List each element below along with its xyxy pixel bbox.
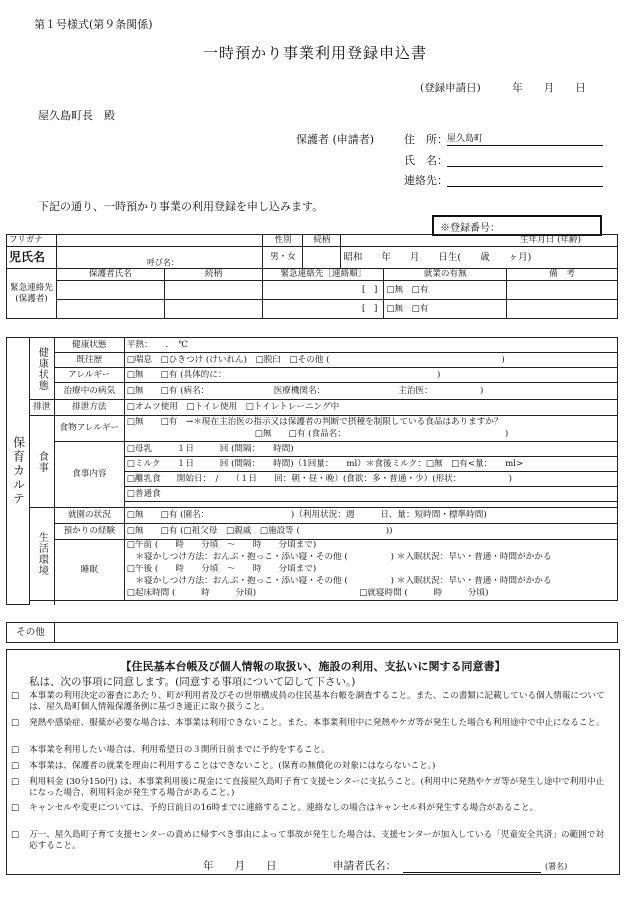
sign-note: (署名) (545, 862, 568, 871)
emergency-col-work: 就業の有無 (384, 269, 507, 281)
birth-field[interactable]: 昭和 年 月 日生( 歳 ヶ月) (341, 247, 618, 269)
consent-section (6, 649, 620, 875)
emergency-2-work[interactable]: □無 □有 (384, 300, 507, 319)
consent-checkbox-7[interactable]: □ (11, 830, 20, 840)
other-field[interactable] (54, 623, 617, 643)
child-name-field[interactable] (56, 247, 263, 269)
nursery-label: 就園の状況 (54, 508, 124, 524)
karte-label: 保育カルテ (7, 338, 30, 605)
consent-checkbox-4[interactable]: □ (11, 761, 20, 771)
food-allergy-line2[interactable]: □無 □有 (食品名： ) (124, 429, 617, 442)
emergency-2-order: [ ] (362, 303, 378, 314)
furigana-field[interactable] (56, 235, 263, 247)
emergency-2-name[interactable] (56, 300, 164, 319)
emergency-col-name: 保護者氏名 (56, 269, 164, 281)
relation-field[interactable] (303, 247, 341, 269)
emergency-2-contact[interactable] (263, 300, 384, 319)
application-date-line: (登録申請日) 年 月 日 (420, 82, 586, 94)
relation-label: 続柄 (303, 235, 341, 247)
emergency-1-contact[interactable] (263, 281, 384, 300)
registration-number-label: ※登録番号： (440, 223, 500, 234)
sleep-line-1[interactable]: □午前 ( 時 分頃 ～ 時 分頃まで) (124, 540, 617, 552)
life-group-label: 生活環境 (29, 508, 54, 601)
meal-group-label: 食事 (29, 416, 54, 508)
contact-label: 連絡先： (404, 174, 448, 187)
history-label: 既往歴 (54, 353, 124, 368)
child-name-label: 児氏名 (7, 247, 57, 269)
allergy-field[interactable]: □無 □有 (具体的に： ) (124, 368, 617, 383)
sleep-line-5[interactable]: □起床時間 ( 時 分頃) □就寝時間 ( 時 分頃) (124, 588, 617, 601)
food-allergy-line1[interactable]: □無 □有 →＊現在主治医の指示又は保護者の判断で摂種を制限している食品はありますか？ (124, 416, 617, 429)
sleep-line-4[interactable]: ＊寝かしつけ方法：おんぶ・抱っこ・添い寝・その他 ( ) ＊入眠状況：早い・普通・時間がかかる (124, 576, 617, 588)
sleep-label: 睡眠 (54, 540, 124, 601)
consent-checkbox-5[interactable]: □ (11, 777, 20, 787)
karte-table (6, 337, 618, 605)
formula-row[interactable] (124, 457, 617, 472)
treatment-label: 治療中の病気 (54, 383, 124, 400)
birth-label: 生年月日 (年齢) (341, 235, 618, 247)
guardian-label: 保護者 (申請者) (296, 133, 375, 146)
other-table (6, 622, 618, 643)
care-experience-label: 預かりの経験 (54, 524, 124, 540)
consent-agree-line: 私は、次の事項に同意します。(同意する事項について☑して下さい。) (29, 676, 356, 688)
emergency-row-label: 緊急連絡先(保護者) (7, 269, 57, 319)
consent-item-6-text: キャンセルや変更については、予約日前日の16時までに連絡すること。連絡なしの場合はキャンセル料が発生する場合があること。 (29, 803, 539, 813)
consent-item-2-text: 発熱や感染症、服薬が必要な場合は、本事業は利用できないこと。また、本事業利用中に発熱やケガ等が発生した場合も利用途中で中止になること。 (29, 718, 605, 728)
furigana-label: フリガナ (7, 235, 57, 247)
gender-options[interactable]: 男・女 (263, 247, 303, 269)
consent-checkbox-1[interactable]: □ (11, 691, 20, 701)
address-value: 屋久島町 (447, 134, 484, 144)
emergency-col-notes: 備 考 (507, 269, 618, 281)
food-allergy-label: 食物アレルギー (54, 416, 124, 442)
health-condition-label: 健康状態 (54, 338, 124, 353)
child-info-table (6, 234, 618, 319)
emergency-1-name[interactable] (56, 281, 164, 300)
history-field[interactable]: □喘息 □ひきつけ (けいれん) □脱臼 □その他 ( ) (124, 353, 617, 368)
consent-title: 【住民基本台帳及び個人情報の取扱い、施設の利用、支払いに関する同意書】 (120, 660, 506, 673)
consent-checkbox-3[interactable]: □ (11, 745, 20, 755)
nickname-label: 呼び名： (146, 258, 179, 267)
request-text: 下記の通り、一時預かり事業の利用登録を申し込みます。 (38, 200, 324, 213)
emergency-1-relation[interactable] (164, 281, 263, 300)
emergency-1-order: [ ] (362, 284, 378, 295)
consent-item-1-text: 本事業の利用決定の審査にあたり、町が利用者及びその世帯構成員の住民基本台帳を調査すること。また、この書類に記載している個人情報については、屋久島町個人情報保護条例に基づき適正に取り扱うこと。 (29, 691, 605, 712)
health-condition-field[interactable]: 平熱： ． ℃ (124, 338, 617, 353)
emergency-2-notes[interactable] (507, 300, 618, 319)
emergency-1-work[interactable]: □無 □有 (384, 281, 507, 300)
care-experience-field[interactable]: □無 □有 (□祖父母 □親戚 □施設等 ( )) (124, 524, 617, 540)
health-group-label: 健康状態 (29, 338, 54, 400)
consent-item-3-text: 本事業を利用したい場合は、利用希望日の３開所日前までに予約をすること。 (29, 745, 330, 755)
address-field[interactable] (447, 131, 603, 146)
breastmilk-row[interactable] (124, 442, 617, 457)
sign-date: 年 月 日 (203, 860, 277, 872)
emergency-1-notes[interactable] (507, 281, 618, 300)
form-number: 第１号様式(第９条関係) (34, 18, 153, 31)
formula-option[interactable]: □ミルク (126, 458, 161, 469)
consent-checkbox-6[interactable]: □ (11, 803, 20, 813)
other-label: その他 (7, 623, 55, 643)
excretion-field[interactable]: □オムツ使用 □トイレ使用 □トイレトレーニング中 (124, 400, 617, 416)
page-title: 一時預かり事業利用登録申込書 (202, 44, 427, 62)
sign-field[interactable] (403, 858, 541, 873)
registration-number-box[interactable] (432, 215, 602, 236)
gender-label: 性別 (263, 235, 303, 247)
emergency-col-contact: 緊急連絡先［連絡順］ (263, 269, 384, 281)
consent-checkbox-2[interactable]: □ (11, 718, 20, 728)
name-field[interactable] (447, 152, 603, 167)
formula-detail: １日 回 (間隔： 時間)（1回量： ml）＊食後ミルク：□無 □有<量： ml> (176, 458, 524, 469)
addressee: 屋久島町長 殿 (38, 109, 115, 122)
breastmilk-detail: １日 回 (間隔： 時間) (176, 443, 294, 454)
weaning-option[interactable]: □離乳食 (126, 473, 161, 484)
normal-meal-option[interactable]: □普通食 (126, 488, 161, 499)
treatment-field[interactable]: □無 □有 (病名： 医療機関名： 主治医： ) (124, 383, 617, 400)
normal-meal-row[interactable] (124, 487, 617, 502)
address-label: 住 所： (404, 133, 448, 146)
breastmilk-option[interactable]: □母乳 (126, 443, 153, 454)
consent-item-5-text: 利用料金 (30分150円) は、本事業利用後に現金にて直接屋久島町子育て支援センターに支払うこと。(利用中に発熱やケガ等が発生し途中で利用中止になった場合、利用料金が発生する場合があること。) (29, 777, 605, 798)
contact-field[interactable] (447, 172, 603, 187)
consent-item-7-text: 万一、屋久島町子育て支援センターの責めに帰すべき事由によって事故が発生した場合は、支援センターが加入している「児童安全共済」の範囲で対応すること。 (29, 830, 604, 851)
allergy-label: アレルギー (54, 368, 124, 383)
excretion-label: 排泄方法 (54, 400, 124, 416)
sign-label: 申請者氏名： (333, 860, 396, 872)
excretion-group-label: 排泄 (29, 400, 54, 416)
sleep-line-3[interactable]: □午後 ( 時 分頃 ～ 時 分頃まで) (124, 564, 617, 576)
name-label: 氏 名： (404, 154, 448, 167)
meal-content-label: 食事内容 (54, 442, 124, 508)
nursery-field[interactable]: □無 □有 (園名： )（利用状況：週 日、量：短時間・標準時間) (124, 508, 617, 524)
consent-item-4-text: 本事業は、保護者の就業を理由に利用することはできないこと。(保育の無償化の対象にはならないこと。) (29, 761, 436, 771)
life-spacer (29, 601, 54, 605)
sleep-line-2[interactable]: ＊寝かしつけ方法：おんぶ・抱っこ・添い寝・その他 ( ) ＊入眠状況：早い・普通・時間がかかる (124, 552, 617, 564)
emergency-col-relation: 続柄 (164, 269, 263, 281)
weaning-row[interactable] (124, 472, 617, 487)
emergency-2-relation[interactable] (164, 300, 263, 319)
weaning-detail: 開始日： / （１日 回：朝・昼・晩）(食欲：多・普通・少）(形状： ) (176, 473, 512, 484)
